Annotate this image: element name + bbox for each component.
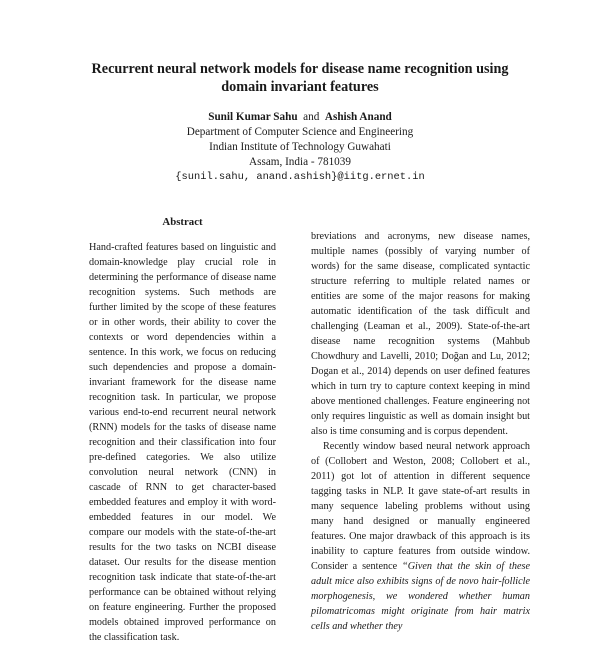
author-name: Ashish Anand	[324, 111, 392, 123]
body-paragraph: breviations and acronyms, new disease names, multiple names (possibly of varying number of words) for the same disease, complicated syntactic structure referring to multiple related names or entities are some of the major reasons for making automatic identification of the task difficult and challenging (Leaman et al., 2009). State-of-the-art disease name recognition systems (Mahbub Chowdhury and Lavelli, 2010; Doğan and Lu, 2012; Dogan et al., 2014) depends on user defined features which in turn try to capture context keeping in mind above mentioned challenges. Feature engineering not only requires linguistic as well as domain insight but also is time consuming and is corpus dependent.	[311, 231, 530, 437]
body-paragraph	[311, 439, 530, 634]
left-column	[89, 215, 276, 645]
body-text: Recently window based neural network approach of (Collobert and Weston, 2008; Collobert et al., 2011) got lot of attention in different sequence tagging tasks in NLP. It gave state-of-art results in many sequence labeling problems without using many hand designed or manually engineered features. One major drawback of this approach is its inability to capture features from outside window. Consider a sentence	[311, 441, 530, 572]
affiliation-line: Department of Computer Science and Engineering	[186, 126, 414, 138]
author-names	[40, 110, 560, 125]
paper-title	[40, 60, 560, 96]
author-name: Sunil Kumar Sahu	[208, 111, 298, 123]
affiliation-line: Indian Institute of Technology Guwahati	[209, 141, 391, 153]
author-email: {sunil.sahu, anand.ashish}@iitg.ernet.in	[175, 171, 425, 183]
abstract-heading: Abstract	[162, 216, 203, 228]
affiliation-line: Assam, India - 781039	[249, 156, 351, 168]
author-conjunction: and	[303, 111, 320, 123]
right-column	[311, 229, 530, 634]
title-line: domain invariant features	[221, 79, 379, 95]
abstract-text: Hand-crafted features based on linguistic and domain-knowledge play crucial role in determining the performance of disease name recognition systems. Such methods are further limited by the scope of these features or in other words, their ability to cover the contexts or word dependencies within a sentence. In this work, we focus on reducing such dependencies and propose a domain-invariant framework for the disease name recognition task. In particular, we propose various end-to-end recurrent neural network (RNN) models for the tasks of disease name recognition and their classification into four pre-defined categories. We also utilize convolution neural network (CNN) in cascade of RNN to get character-based embedded features and employ it with word-embedded features in our model. We compare our models with the state-of-the-art results for the two tasks on NCBI disease dataset. Our results for the disease mention recognition task indicate that state-of-the-art performance can be obtained without relying on feature engineering. Further the proposed models obtained improved performance on the classification task.	[89, 242, 276, 643]
author-block	[40, 110, 560, 185]
title-line: Recurrent neural network models for disease name recognition using	[91, 61, 509, 77]
quoted-sentence: “Given that the skin of these adult mice also exhibits signs of de novo hair-follicle morphogenesis, we wondered whether human pilomatricomas might originate from hair matrix cells and whether they	[311, 561, 530, 632]
